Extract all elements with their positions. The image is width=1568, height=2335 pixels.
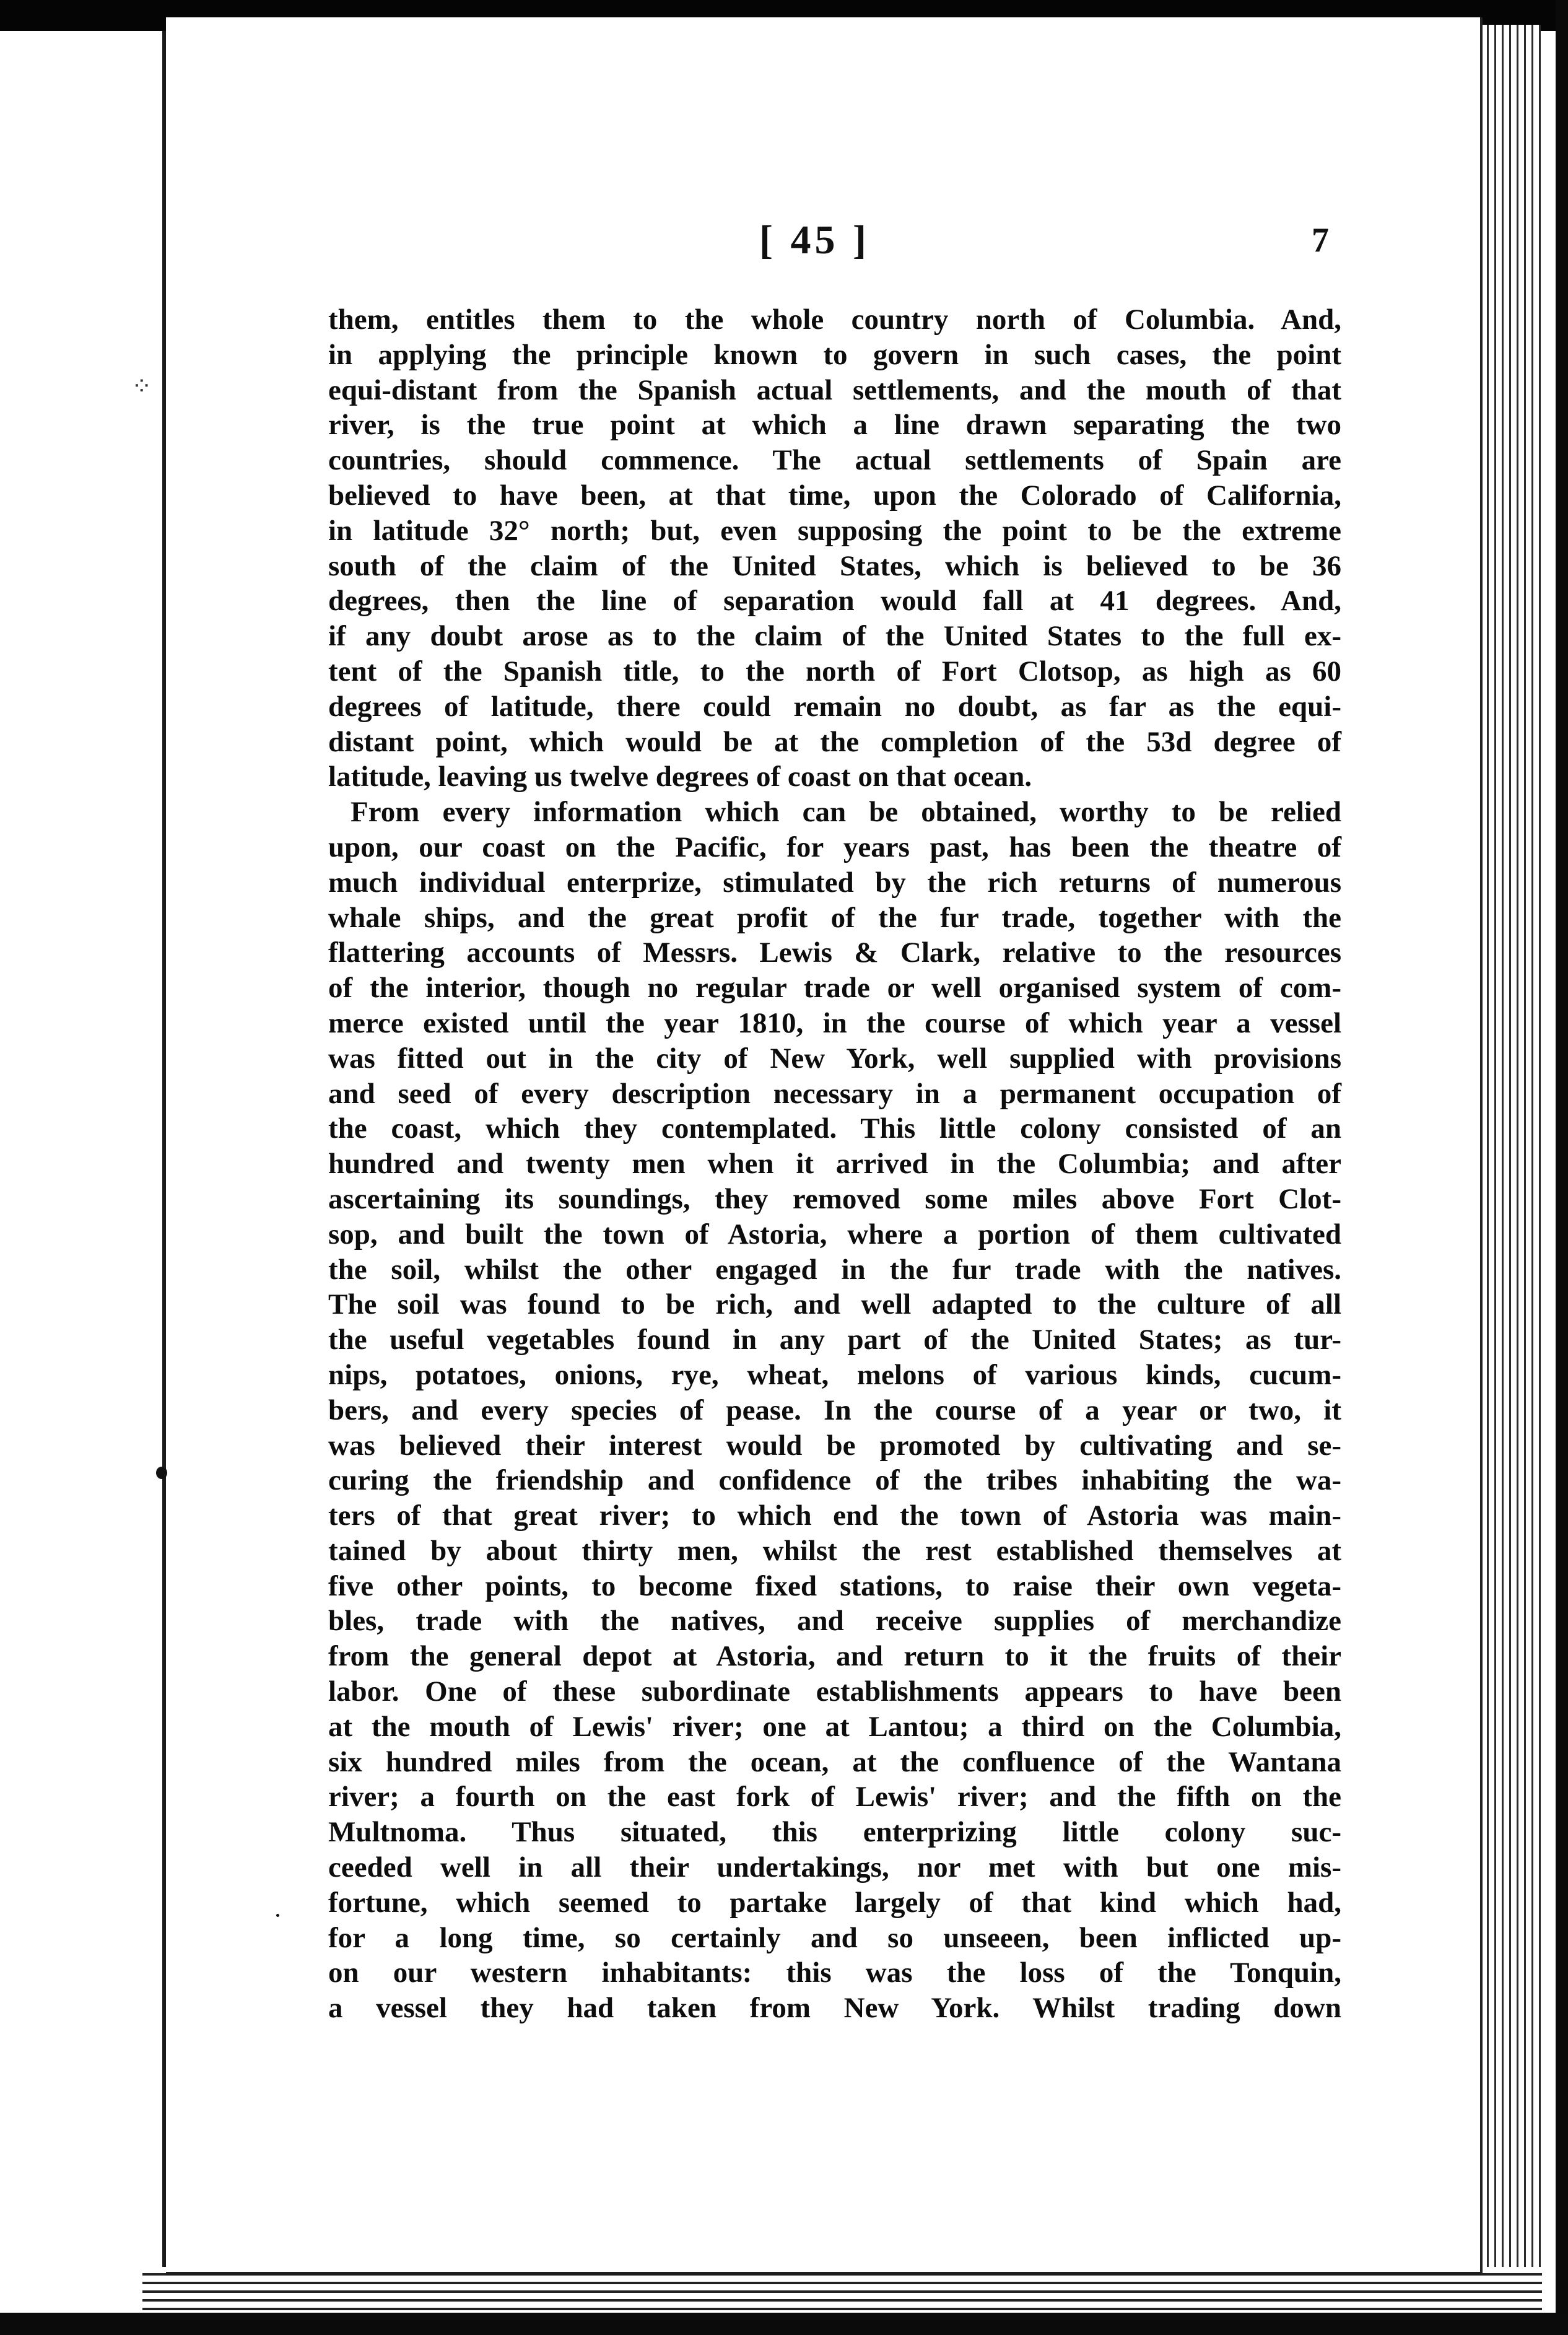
facing-page-edge xyxy=(0,31,167,2298)
text-line: degrees of latitude, there could remain no doubt, as far as the equi- xyxy=(328,690,1341,723)
scanner-right-edge xyxy=(1556,0,1568,2335)
text-line: was fitted out in the city of New York, well supplied with provisions xyxy=(328,1042,1341,1075)
paragraph xyxy=(328,302,1341,795)
text-line: The soil was found to be rich, and well adapted to the culture of all xyxy=(328,1288,1341,1321)
text-line: river, is the true point at which a line drawn separating the two xyxy=(328,409,1341,442)
text-line: sop, and built the town of Astoria, where a portion of them cultivated xyxy=(328,1218,1341,1250)
text-line: six hundred miles from the ocean, at the confluence of the Wantana xyxy=(328,1745,1341,1778)
text-line: distant point, which would be at the completion of the 53d degree of xyxy=(328,725,1341,758)
text-line: believed to have been, at that time, upon the Colorado of California, xyxy=(328,479,1341,512)
text-line: and seed of every description necessary in a permanent occupation of xyxy=(328,1077,1341,1110)
text-line: the useful vegetables found in any part of the United States; as tur- xyxy=(328,1324,1341,1356)
text-line: curing the friendship and confidence of the tribes inhabiting the wa- xyxy=(328,1464,1341,1497)
text-line: of the interior, though no regular trade or well organised system of com- xyxy=(328,972,1341,1005)
text-line: whale ships, and the great profit of the fur trade, together with the xyxy=(328,901,1341,934)
text-line: bles, trade with the natives, and receive supplies of merchandize xyxy=(328,1605,1341,1638)
text-line: the soil, whilst the other engaged in the fur trade with the natives. xyxy=(328,1253,1341,1286)
speck-mark xyxy=(276,1914,279,1917)
text-line: ters of that great river; to which end the town of Astoria was main- xyxy=(328,1499,1341,1532)
margin-smudge: ⁘ xyxy=(131,372,152,400)
text-line: for a long time, so certainly and so unseeen, been inflicted up- xyxy=(328,1921,1341,1954)
text-line: From every information which can be obtained, worthy to be relied xyxy=(351,796,1341,829)
text-line: degrees, then the line of separation would fall at 41 degrees. And, xyxy=(328,585,1341,618)
text-line: fortune, which seemed to partake largely of that kind which had, xyxy=(328,1886,1341,1919)
text-line: bers, and every species of pease. In the course of a year or two, it xyxy=(328,1394,1341,1426)
text-line: if any doubt arose as to the claim of the United States to the full ex- xyxy=(328,620,1341,653)
text-line: five other points, to become fixed stations, to raise their own vegeta- xyxy=(328,1569,1341,1602)
text-line: at the mouth of Lewis' river; one at Lantou; a third on the Columbia, xyxy=(328,1710,1341,1743)
text-line: countries, should commence. The actual settlements of Spain are xyxy=(328,444,1341,477)
page-stack-right-edge xyxy=(1481,25,1541,2267)
text-line: in latitude 32° north; but, even supposing the point to be the extreme xyxy=(328,514,1341,547)
text-line: flattering accounts of Messrs. Lewis & Clark, relative to the resources xyxy=(328,936,1341,969)
paragraph xyxy=(328,795,1341,2026)
text-line: was believed their interest would be promoted by cultivating and se- xyxy=(328,1429,1341,1462)
text-line: equi-distant from the Spanish actual settlements, and the mouth of that xyxy=(328,373,1341,406)
text-line: nips, potatoes, onions, rye, wheat, melons of various kinds, cucum- xyxy=(328,1358,1341,1391)
text-line: on our western inhabitants: this was the loss of the Tonquin, xyxy=(328,1957,1341,1989)
text-line: tained by about thirty men, whilst the rest established themselves at xyxy=(328,1534,1341,1567)
text-line: from the general depot at Astoria, and return to it the fruits of their xyxy=(328,1640,1341,1673)
text-line: Multnoma. Thus situated, this enterprizing little colony suc- xyxy=(328,1816,1341,1849)
text-line: hundred and twenty men when it arrived in the Columbia; and after xyxy=(328,1148,1341,1181)
scanner-bottom-edge xyxy=(0,2313,1568,2335)
text-line: upon, our coast on the Pacific, for years past, has been the theatre of xyxy=(328,831,1341,863)
text-line: river; a fourth on the east fork of Lewis' river; and the fifth on the xyxy=(328,1781,1341,1813)
text-line: merce existed until the year 1810, in the course of which year a vessel xyxy=(328,1006,1341,1039)
text-line: south of the claim of the United States, which is believed to be 36 xyxy=(328,549,1341,582)
text-line: latitude, leaving us twelve degrees of coast on that ocean. xyxy=(328,761,1032,793)
text-line: in applying the principle known to govern in such cases, the point xyxy=(328,338,1341,371)
text-line: a vessel they had taken from New York. Whilst trading down xyxy=(328,1992,1341,2025)
text-line: ceeded well in all their undertakings, nor met with but one mis- xyxy=(328,1851,1341,1884)
text-line: the coast, which they contemplated. This little colony consisted of an xyxy=(328,1112,1341,1145)
signature-mark: 7 xyxy=(1312,221,1329,260)
binding-hole-mark xyxy=(156,1467,167,1479)
page-number: [ 45 ] xyxy=(759,217,870,263)
text-line: ascertaining its soundings, they removed some miles above Fort Clot- xyxy=(328,1182,1341,1215)
text-line: tent of the Spanish title, to the north of Fort Clotsop, as high as 60 xyxy=(328,655,1341,687)
text-line: labor. One of these subordinate establishments appears to have been xyxy=(328,1675,1341,1708)
text-line: much individual enterprize, stimulated by the rich returns of numerous xyxy=(328,866,1341,899)
text-line: them, entitles them to the whole country north of Columbia. And, xyxy=(328,303,1341,336)
body-text xyxy=(328,302,1341,2026)
